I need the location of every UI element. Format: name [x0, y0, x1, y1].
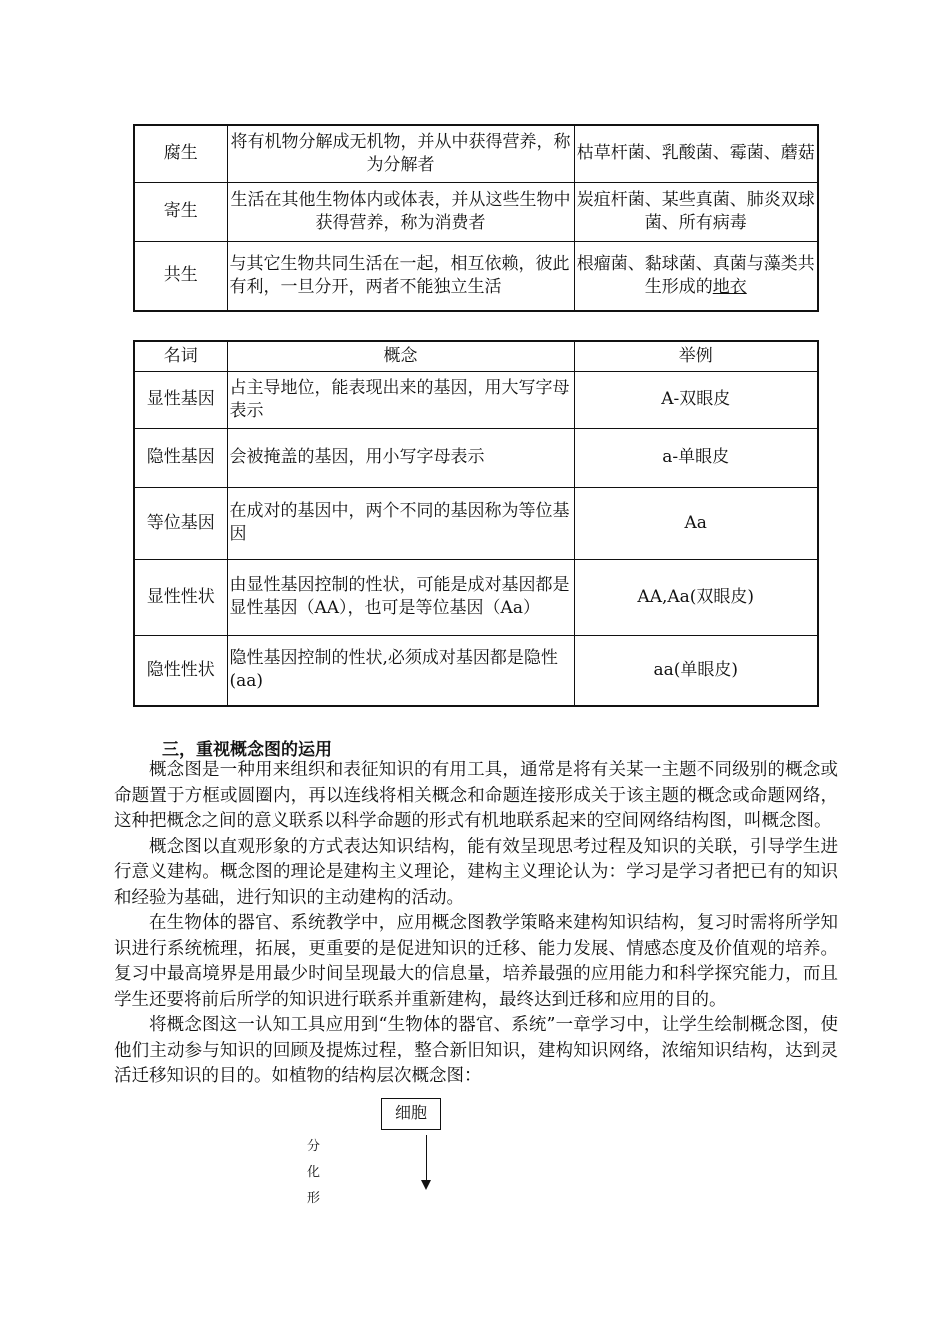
- concept-cell: 在成对的基因中，两个不同的基因称为等位基因: [227, 487, 574, 559]
- term-cell: 隐性性状: [134, 635, 227, 706]
- label-char: 形: [307, 1191, 321, 1206]
- example-cell: AA,Aa(双眼皮): [574, 559, 818, 635]
- table-row: [134, 371, 818, 428]
- paragraph: 概念图以直观形象的方式表达知识结构，能有效呈现思考过程及知识的关联，引导学生进行意义建构。概念图的理论是建构主义理论，建构主义理论认为：学习是学习者把已有的知识和经验为基础，进行知识的主动建构的活动。: [114, 836, 838, 908]
- term-cell: 隐性基因: [134, 428, 227, 487]
- concept-cell: 将有机物分解成无机物，并从中获得营养，称为分解者: [227, 125, 574, 182]
- concept-cell: 与其它生物共同生活在一起，相互依赖，彼此有利，一旦分开，两者不能独立生活: [227, 241, 574, 311]
- table-row: [134, 487, 818, 559]
- table-row: [134, 182, 818, 241]
- term-cell: 共生: [134, 241, 227, 311]
- term-cell: 寄生: [134, 182, 227, 241]
- label-char: 分: [307, 1139, 321, 1154]
- table-row: [134, 635, 818, 706]
- vertical-label: [307, 1134, 323, 1212]
- microbe-nutrition-table: [133, 124, 819, 312]
- table-row: [134, 241, 818, 311]
- term-cell: 显性性状: [134, 559, 227, 635]
- term-cell: 腐生: [134, 125, 227, 182]
- arrow-down-icon: [421, 1180, 431, 1190]
- concept-node-cell: 细胞: [381, 1098, 441, 1130]
- concept-cell: 会被掩盖的基因，用小写字母表示: [227, 428, 574, 487]
- example-cell: Aa: [574, 487, 818, 559]
- body-text: [114, 758, 838, 1090]
- paragraph: 在生物体的器官、系统教学中，应用概念图教学策略来建构知识结构，复习时需将所学知识进行系统梳理，拓展，更重要的是促进知识的迁移、能力发展、情感态度及价值观的培养。复习中最高境界是用最少时间呈现最大的信息量，培养最强的应用能力和科学探究能力，而且学生还要将前后所学的知识进行联系并重新建构，最终达到迁移和应用的目的。: [114, 913, 838, 1010]
- example-cell: aa(单眼皮): [574, 635, 818, 706]
- paragraph: 将概念图这一认知工具应用到“生物体的器官、系统”一章学习中，让学生绘制概念图，使他们主动参与知识的回顾及提炼过程，整合新旧知识，建构知识网络，浓缩知识结构，达到灵活迁移知识的目的。如植物的结构层次概念图：: [114, 1015, 838, 1086]
- column-header-term: 名词: [134, 341, 227, 371]
- table-row: [134, 428, 818, 487]
- section-heading: 三，重视概念图的运用: [162, 740, 332, 760]
- label-char: 化: [307, 1165, 321, 1180]
- term-cell: 显性基因: [134, 371, 227, 428]
- concept-cell: 隐性基因控制的性状,必须成对基因都是隐性(aa): [227, 635, 574, 706]
- paragraph: 概念图是一种用来组织和表征知识的有用工具，通常是将有关某一主题不同级别的概念或命题置于方框或圆圈内，再以连线将相关概念和命题连接形成关于该主题的概念或命题网络，这种把概念之间的意义联系以科学命题的形式有机地联系起来的空间网络结构图，叫概念图。: [114, 760, 838, 831]
- concept-cell: 占主导地位，能表现出来的基因，用大写字母表示: [227, 371, 574, 428]
- concept-cell: 生活在其他生物体内或体表，并从这些生物中获得营养，称为消费者: [227, 182, 574, 241]
- gene-terms-table: [133, 340, 819, 707]
- column-header-concept: 概念: [227, 341, 574, 371]
- column-header-example: 举例: [574, 341, 818, 371]
- arrow-line: [426, 1135, 427, 1181]
- underlined-term: 地衣: [712, 276, 747, 297]
- table-row: [134, 125, 818, 182]
- example-cell: A-双眼皮: [574, 371, 818, 428]
- example-cell: 炭疽杆菌、某些真菌、肺炎双球菌、所有病毒: [574, 182, 818, 241]
- concept-cell: 由显性基因控制的性状，可能是成对基因都是显性基因（AA），也可是等位基因（Aa）: [227, 559, 574, 635]
- example-cell: a-单眼皮: [574, 428, 818, 487]
- example-cell: [574, 241, 818, 311]
- example-cell: 枯草杆菌、乳酸菌、霉菌、蘑菇: [574, 125, 818, 182]
- example-text: 根瘤菌、黏球菌、真菌与藻类共生形成的: [576, 253, 815, 297]
- table-header-row: [134, 341, 818, 371]
- table-row: [134, 559, 818, 635]
- term-cell: 等位基因: [134, 487, 227, 559]
